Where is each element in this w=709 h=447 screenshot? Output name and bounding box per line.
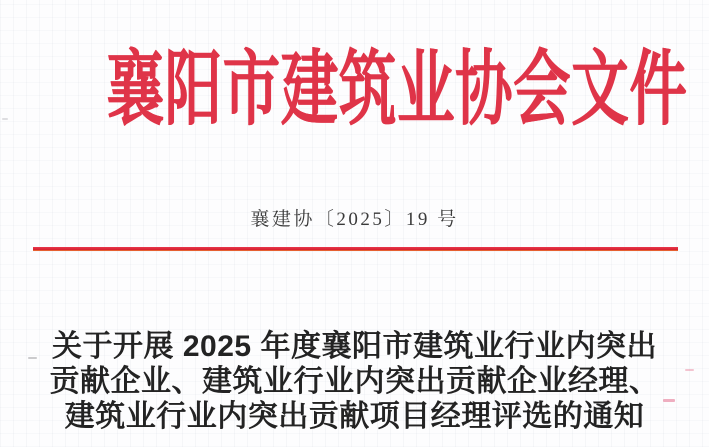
red-divider-line [33, 247, 678, 251]
scan-artifact [663, 399, 675, 402]
document-title-line-3: 建筑业行业内突出贡献项目经理评选的通知 [64, 400, 645, 433]
document-title [0, 329, 709, 434]
document-title-line-2: 贡献企业、建筑业行业内突出贡献企业经理、 [49, 365, 660, 398]
document-number: 襄建协〔2025〕19 号 [250, 209, 459, 230]
scan-artifact [28, 357, 37, 359]
scan-artifact [685, 369, 694, 371]
document-title-line-1: 关于开展 2025 年度襄阳市建筑业行业内突出 [52, 330, 657, 363]
scan-artifact [2, 118, 8, 120]
document-header-org-title: 襄阳市建筑业协会文件 [106, 44, 688, 135]
